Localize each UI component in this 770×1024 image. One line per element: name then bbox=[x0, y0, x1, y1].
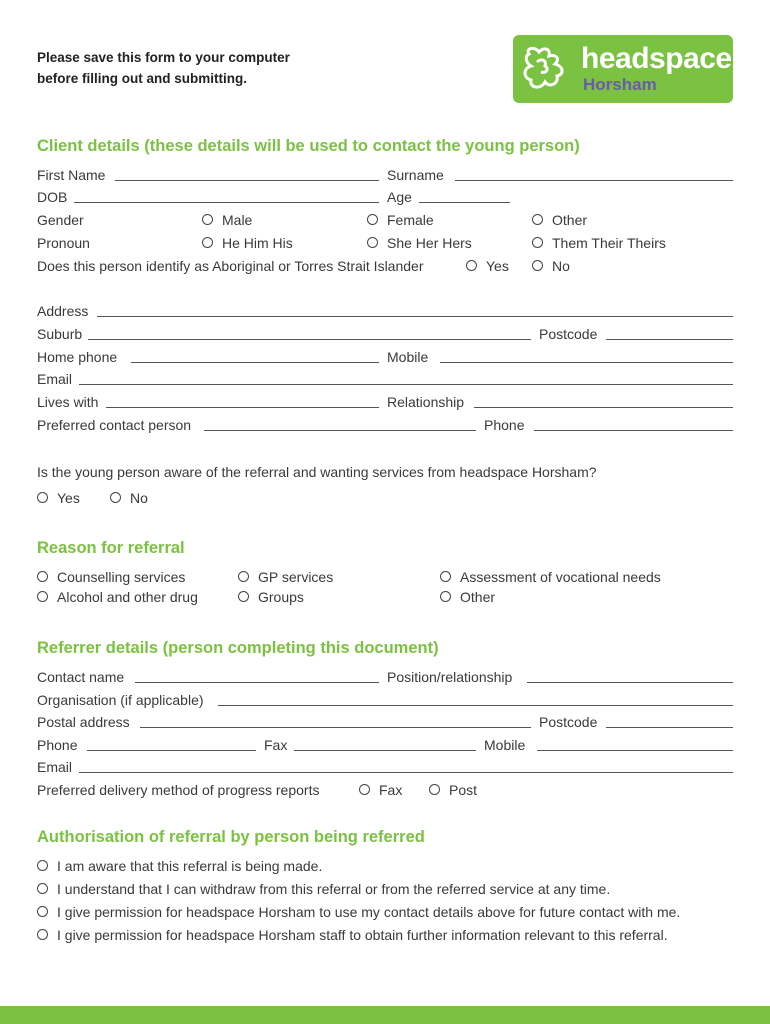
reason-other-radio[interactable] bbox=[440, 591, 451, 602]
gender-other-radio[interactable] bbox=[532, 214, 543, 225]
pronoun-them-label: Them Their Theirs bbox=[552, 235, 666, 251]
client-mobile-label: Mobile bbox=[387, 349, 429, 365]
atsi-no-label: No bbox=[552, 258, 570, 274]
headspace-logo bbox=[513, 35, 733, 103]
position-label: Position/relationship bbox=[387, 669, 513, 685]
relationship-label: Relationship bbox=[387, 394, 465, 410]
aware-yes-label: Yes bbox=[57, 490, 80, 506]
save-note-line-1: Please save this form to your computer bbox=[37, 50, 290, 65]
reason-heading: Reason for referral bbox=[37, 539, 185, 557]
auth-aware-radio[interactable] bbox=[37, 860, 48, 871]
client-email-label: Email bbox=[37, 371, 73, 387]
gender-female-radio[interactable] bbox=[367, 214, 378, 225]
organisation-field[interactable] bbox=[218, 705, 733, 706]
position-field[interactable] bbox=[527, 682, 733, 683]
referrer-mobile-label: Mobile bbox=[484, 737, 526, 753]
logo-place: Horsham bbox=[583, 75, 657, 94]
lives-with-field[interactable] bbox=[106, 407, 379, 408]
age-field[interactable] bbox=[419, 202, 510, 203]
referrer-fax-field[interactable] bbox=[294, 750, 476, 751]
relationship-field[interactable] bbox=[474, 407, 733, 408]
pronoun-label: Pronoun bbox=[37, 235, 90, 251]
reason-groups-radio[interactable] bbox=[238, 591, 249, 602]
auth-info-label: I give permission for headspace Horsham staff to obtain further information relevant to this referral. bbox=[57, 927, 668, 943]
suburb-field[interactable] bbox=[88, 339, 531, 340]
referrer-mobile-field[interactable] bbox=[537, 750, 733, 751]
referrer-email-label: Email bbox=[37, 759, 73, 775]
reason-vocational-label: Assessment of vocational needs bbox=[460, 569, 661, 585]
contact-name-field[interactable] bbox=[135, 682, 379, 683]
client-postcode-field[interactable] bbox=[606, 339, 733, 340]
aware-question: Is the young person aware of the referral and wanting services from headspace Horsham? bbox=[37, 464, 597, 480]
pronoun-he-radio[interactable] bbox=[202, 237, 213, 248]
organisation-label: Organisation (if applicable) bbox=[37, 692, 204, 708]
first-name-field[interactable] bbox=[115, 180, 379, 181]
auth-aware-label: I am aware that this referral is being made. bbox=[57, 858, 323, 874]
client-email-field[interactable] bbox=[79, 384, 733, 385]
reason-vocational-radio[interactable] bbox=[440, 571, 451, 582]
dob-field[interactable] bbox=[74, 202, 379, 203]
reason-gp-label: GP services bbox=[258, 569, 334, 585]
pronoun-she-label: She Her Hers bbox=[387, 235, 472, 251]
client-postcode-label: Postcode bbox=[539, 326, 598, 342]
auth-withdraw-radio[interactable] bbox=[37, 883, 48, 894]
reason-aod-radio[interactable] bbox=[37, 591, 48, 602]
gender-label: Gender bbox=[37, 212, 84, 228]
referrer-phone-label: Phone bbox=[37, 737, 78, 753]
atsi-no-radio[interactable] bbox=[532, 260, 543, 271]
postal-address-label: Postal address bbox=[37, 714, 130, 730]
auth-contact-radio[interactable] bbox=[37, 906, 48, 917]
contact-phone-label: Phone bbox=[484, 417, 525, 433]
address-field[interactable] bbox=[97, 316, 733, 317]
reason-groups-label: Groups bbox=[258, 589, 304, 605]
reason-aod-label: Alcohol and other drug bbox=[57, 589, 198, 605]
aware-no-radio[interactable] bbox=[110, 492, 121, 503]
client-details-heading: Client details (these details will be used to contact the young person) bbox=[37, 137, 580, 155]
suburb-label: Suburb bbox=[37, 326, 83, 342]
postal-address-field[interactable] bbox=[140, 727, 531, 728]
pronoun-he-label: He Him His bbox=[222, 235, 293, 251]
atsi-yes-radio[interactable] bbox=[466, 260, 477, 271]
contact-phone-field[interactable] bbox=[534, 430, 733, 431]
headspace-logo-icon bbox=[521, 44, 573, 94]
referrer-email-field[interactable] bbox=[79, 772, 733, 773]
address-label: Address bbox=[37, 303, 89, 319]
auth-contact-label: I give permission for headspace Horsham to use my contact details above for future contact with me. bbox=[57, 904, 681, 920]
surname-field[interactable] bbox=[455, 180, 733, 181]
atsi-question: Does this person identify as Aboriginal or Torres Strait Islander bbox=[37, 258, 424, 274]
lives-with-label: Lives with bbox=[37, 394, 99, 410]
delivery-fax-radio[interactable] bbox=[359, 784, 370, 795]
surname-label: Surname bbox=[387, 167, 444, 183]
home-phone-label: Home phone bbox=[37, 349, 118, 365]
referrer-heading: Referrer details (person completing this document) bbox=[37, 639, 439, 657]
age-label: Age bbox=[387, 189, 412, 205]
delivery-post-radio[interactable] bbox=[429, 784, 440, 795]
contact-name-label: Contact name bbox=[37, 669, 125, 685]
preferred-contact-field[interactable] bbox=[204, 430, 476, 431]
dob-label: DOB bbox=[37, 189, 68, 205]
gender-male-label: Male bbox=[222, 212, 253, 228]
logo-wordmark: headspace bbox=[581, 42, 732, 75]
reason-gp-radio[interactable] bbox=[238, 571, 249, 582]
footer-bar bbox=[0, 1006, 770, 1024]
atsi-yes-label: Yes bbox=[486, 258, 509, 274]
first-name-label: First Name bbox=[37, 167, 106, 183]
referrer-postcode-label: Postcode bbox=[539, 714, 598, 730]
reason-counselling-radio[interactable] bbox=[37, 571, 48, 582]
client-mobile-field[interactable] bbox=[440, 362, 733, 363]
delivery-post-label: Post bbox=[449, 782, 478, 798]
referrer-phone-field[interactable] bbox=[87, 750, 256, 751]
pronoun-them-radio[interactable] bbox=[532, 237, 543, 248]
referrer-postcode-field[interactable] bbox=[606, 727, 733, 728]
delivery-method-label: Preferred delivery method of progress reports bbox=[37, 782, 320, 798]
delivery-fax-label: Fax bbox=[379, 782, 403, 798]
auth-withdraw-label: I understand that I can withdraw from this referral or from the referred service at any time. bbox=[57, 881, 611, 897]
preferred-contact-label: Preferred contact person bbox=[37, 417, 192, 433]
aware-yes-radio[interactable] bbox=[37, 492, 48, 503]
referrer-fax-label: Fax bbox=[264, 737, 288, 753]
save-note-line-2: before filling out and submitting. bbox=[37, 71, 247, 86]
home-phone-field[interactable] bbox=[131, 362, 379, 363]
gender-male-radio[interactable] bbox=[202, 214, 213, 225]
authorisation-heading: Authorisation of referral by person being referred bbox=[37, 828, 425, 846]
reason-counselling-label: Counselling services bbox=[57, 569, 186, 585]
reason-other-label: Other bbox=[460, 589, 496, 605]
auth-info-radio[interactable] bbox=[37, 929, 48, 940]
pronoun-she-radio[interactable] bbox=[367, 237, 378, 248]
aware-no-label: No bbox=[130, 490, 148, 506]
gender-other-label: Other bbox=[552, 212, 588, 228]
gender-female-label: Female bbox=[387, 212, 434, 228]
